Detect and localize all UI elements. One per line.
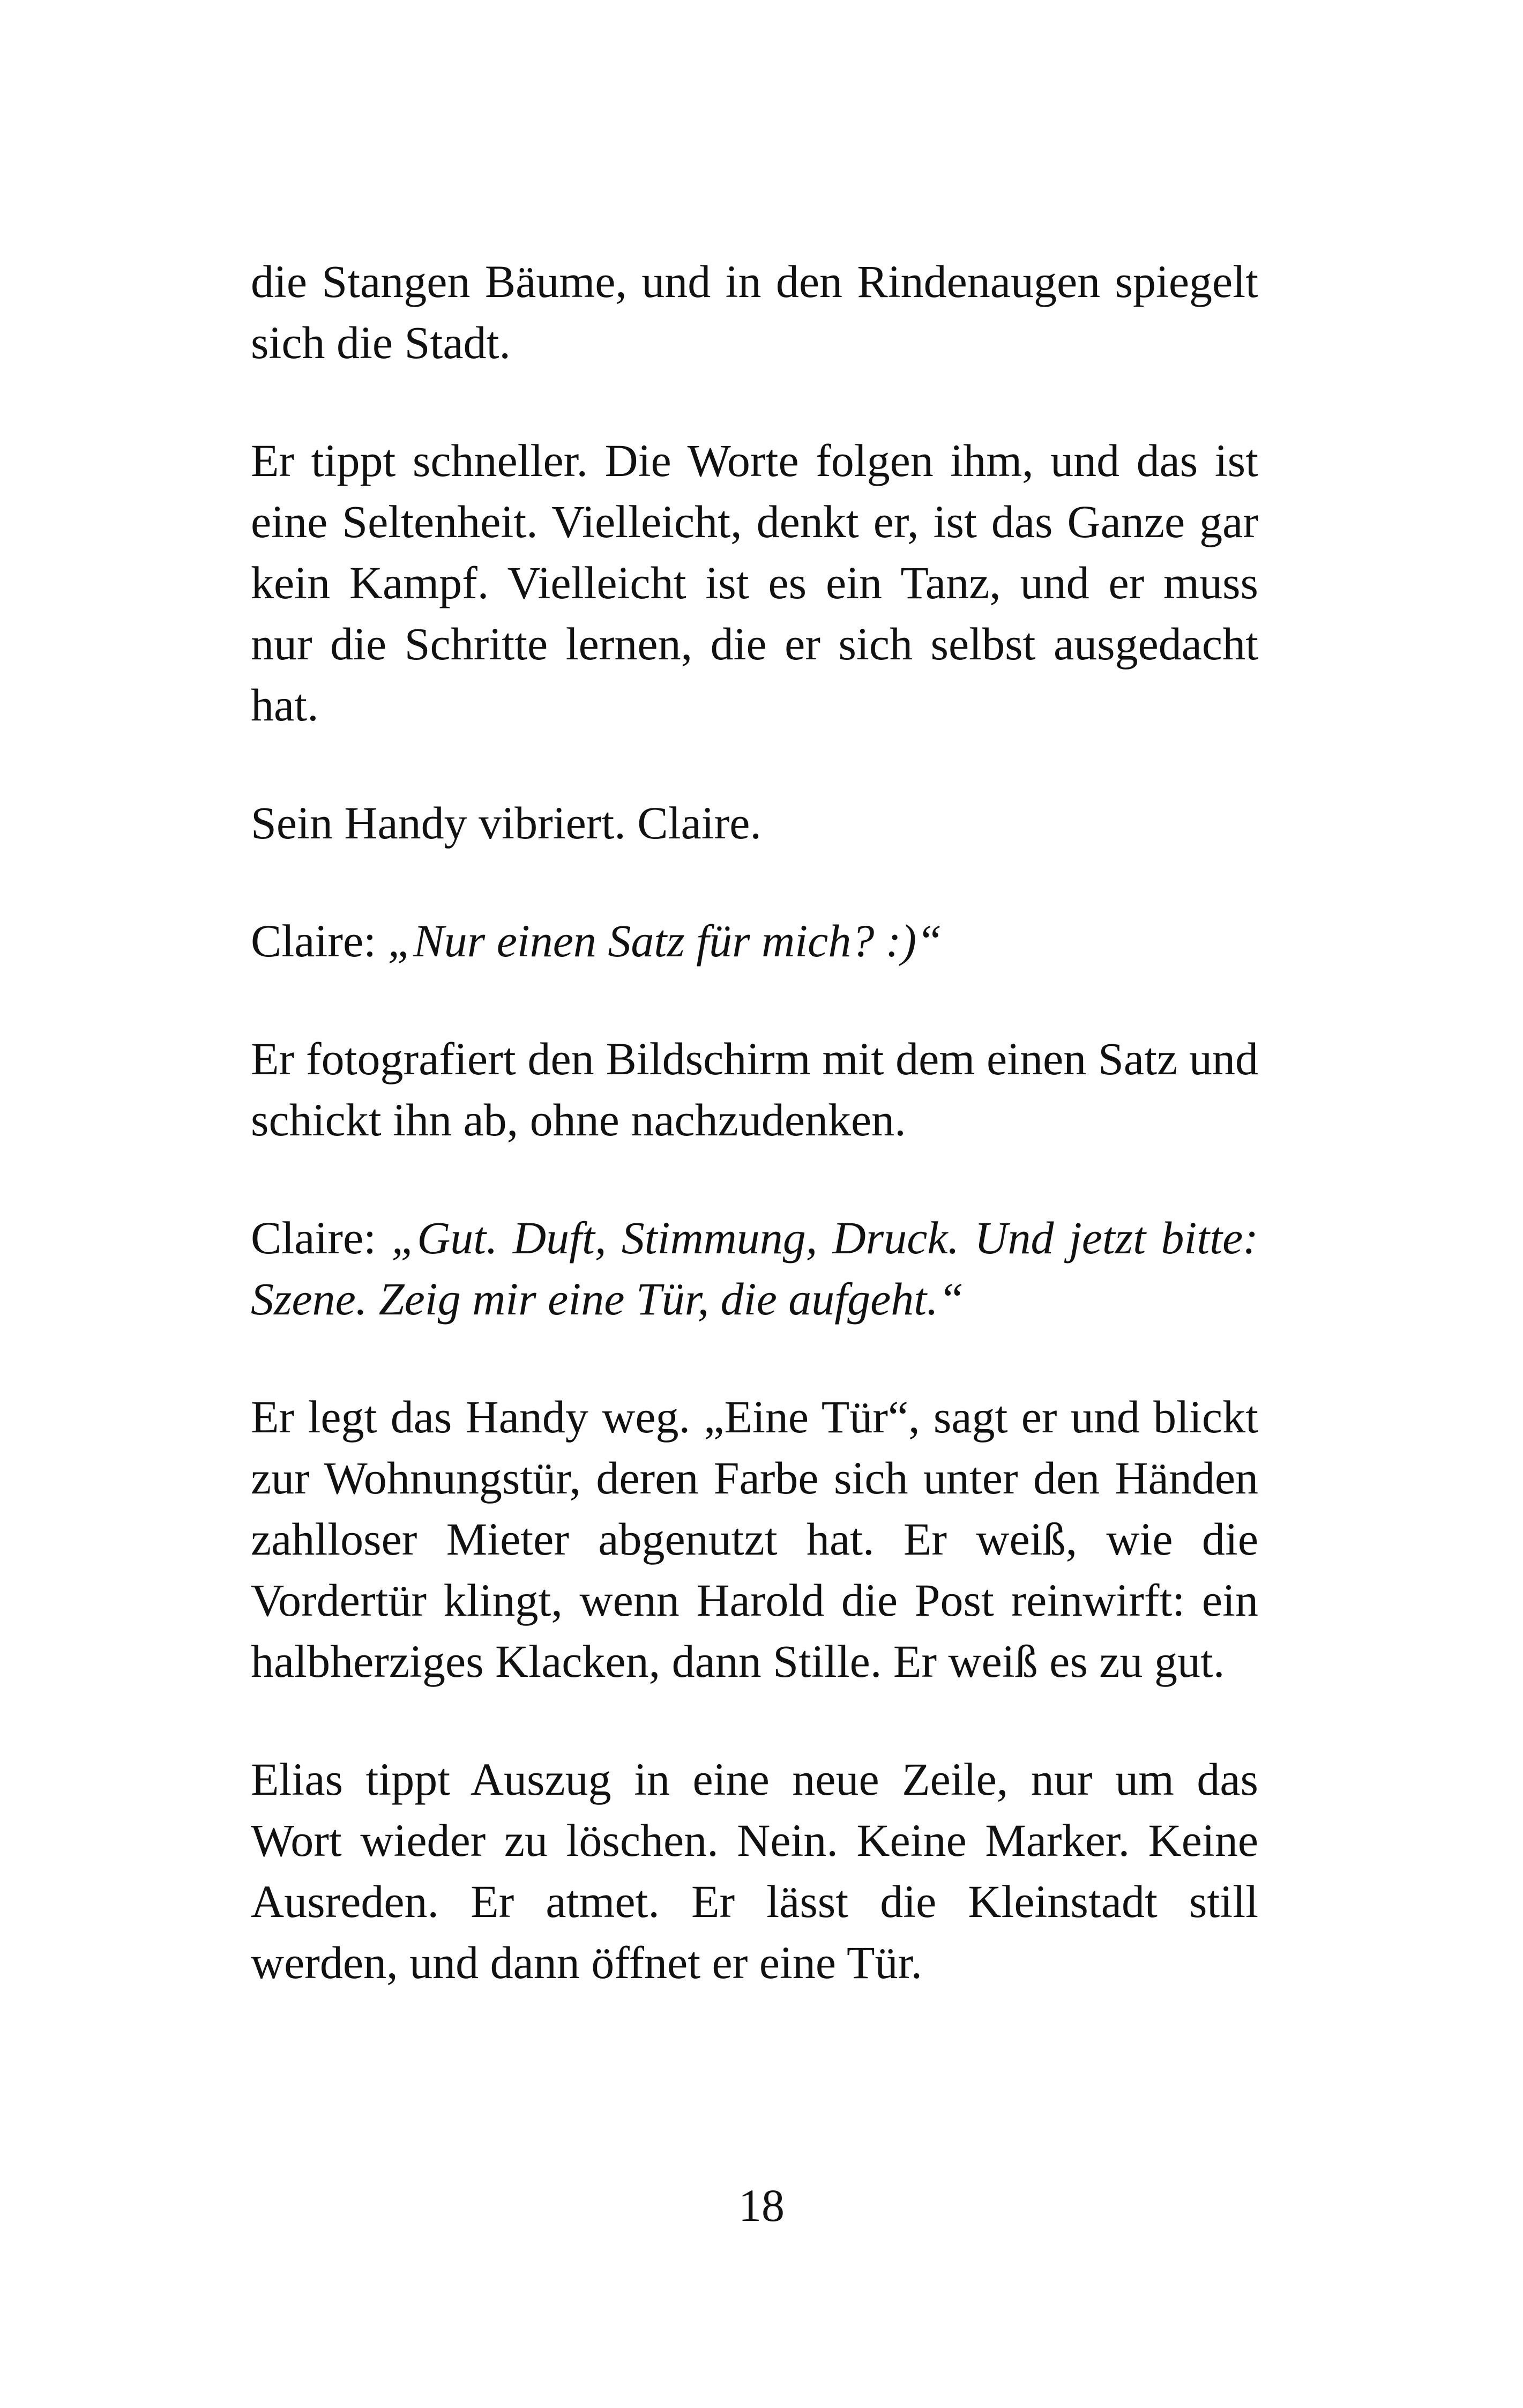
- message-speaker: Claire:: [251, 915, 377, 967]
- paragraph: Er tippt schneller. Die Worte folgen ihm, und das ist eine Seltenheit. Vielleicht, denkt er, ist das Ganze gar kein Kampf. Vielleicht ist es ein Tanz, und er muss nur die Schritte lernen, die er sich selbst ausgedacht hat.: [251, 435, 1258, 731]
- message-text: „Gut. Duft, Stimmung, Druck. Und jetzt bitte: Szene. Zeig mir eine Tür, die aufgeht.“: [251, 1212, 1258, 1325]
- body-text: [251, 251, 1258, 1993]
- paragraph: Elias tippt Auszug in eine neue Zeile, nur um das Wort wieder zu löschen. Nein. Keine Marker. Keine Ausreden. Er atmet. Er lässt die Kleinstadt still werden, und dann öffnet er eine Tür.: [251, 1753, 1258, 1988]
- message-speaker: Claire:: [251, 1212, 377, 1264]
- paragraph: die Stangen Bäume, und in den Rindenaugen spiegelt sich die Stadt.: [251, 256, 1258, 368]
- message-text: „Nur einen Satz für mich? :)“: [387, 915, 942, 967]
- paragraph: Er fotografiert den Bildschirm mit dem einen Satz und schickt ihn ab, ohne nachzudenken.: [251, 1033, 1258, 1146]
- paragraph: Er legt das Handy weg. „Eine Tür“, sagt er und blickt zur Wohnungstür, deren Farbe sich unter den Händen zahlloser Mieter abgenutzt hat. Er weiß, wie die Vordertür klingt, wenn Harold die Post reinwirft: ein halbherziges Klacken, dann Stille. Er weiß es zu gut.: [251, 1391, 1258, 1687]
- message-paragraph: [251, 1207, 1258, 1329]
- paragraph: Sein Handy vibriert. Claire.: [251, 797, 762, 849]
- message-paragraph: [251, 910, 1258, 971]
- page-number: 18: [738, 2180, 785, 2231]
